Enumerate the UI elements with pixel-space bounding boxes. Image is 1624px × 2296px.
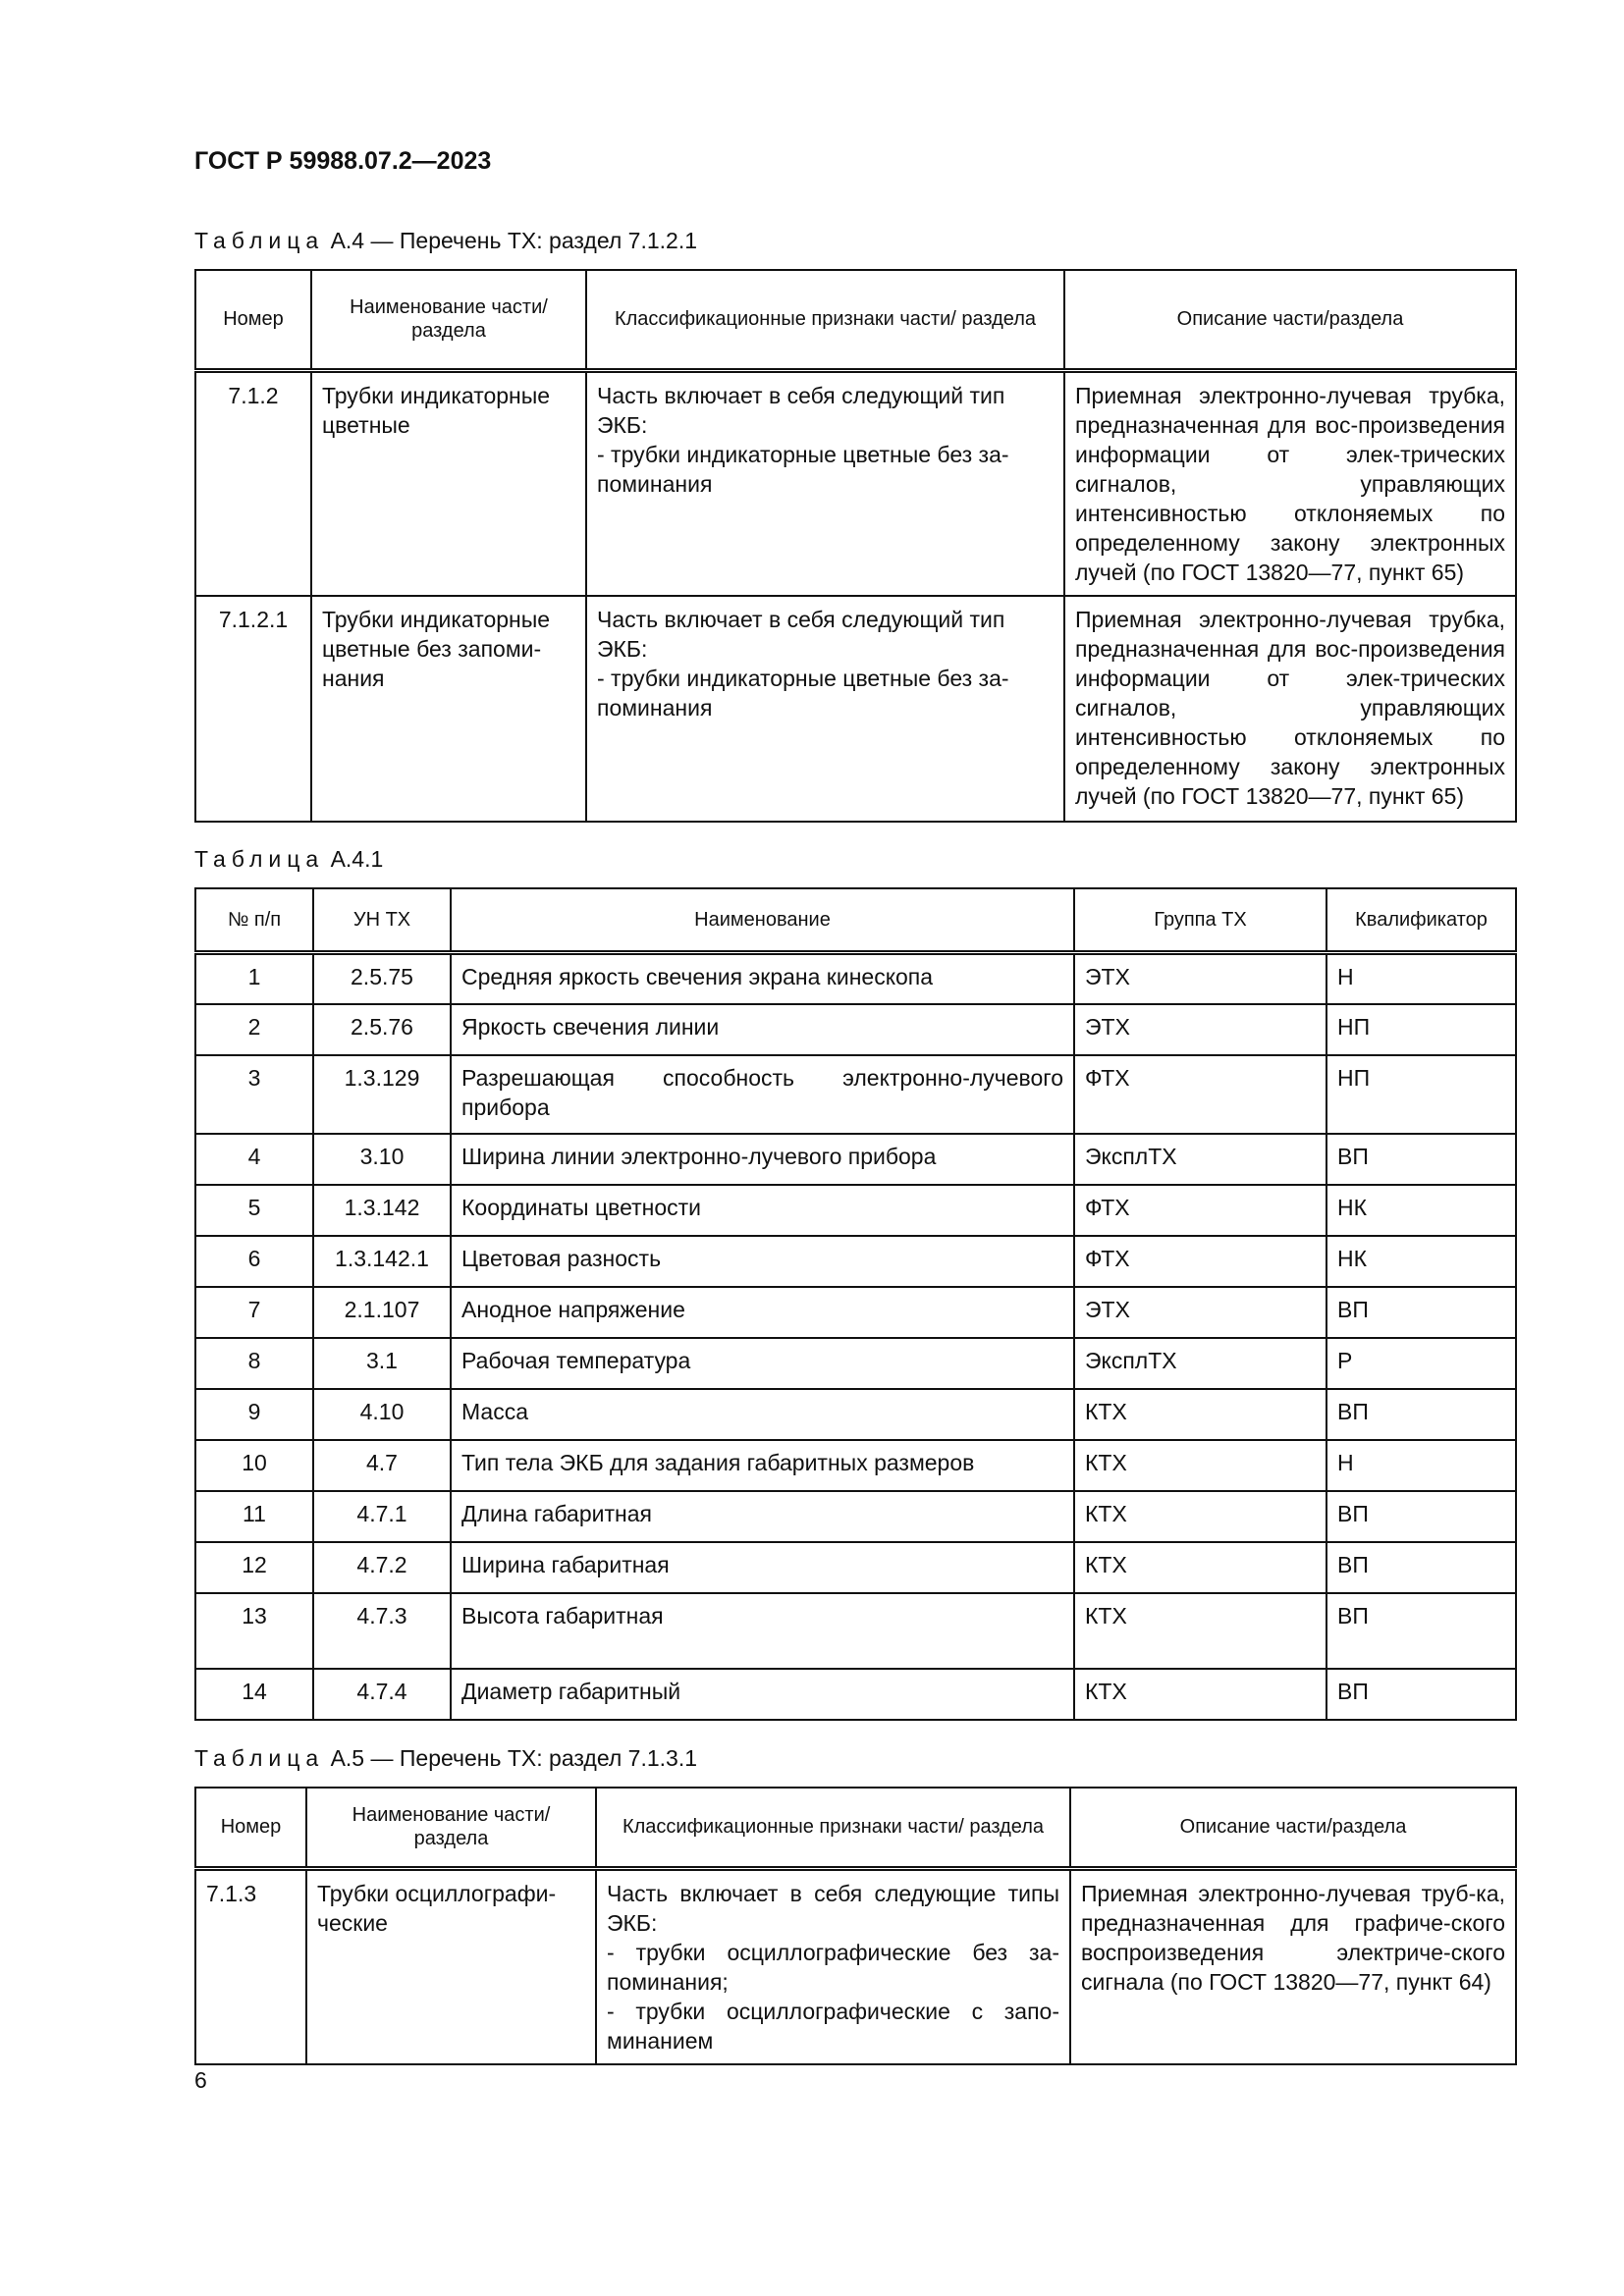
table-a5-caption: [194, 1745, 697, 1772]
cell-qualifier: НП: [1326, 1004, 1516, 1055]
cell-code: 4.7.4: [313, 1669, 451, 1720]
row-name: Трубки индикаторные цветные: [311, 370, 586, 596]
row-description: Приемная электронно-лучевая трубка, предназначенная для вос-произведения информации от элек-трических сигналов, управляющих интенсивностью отклоняемых по определенному закону электронных лучей (по ГОСТ 13820—77, пункт 65): [1064, 596, 1516, 822]
table-a4: [194, 269, 1517, 823]
cell-index: 3: [195, 1055, 313, 1134]
row-description: Приемная электронно-лучевая трубка, предназначенная для вос-произведения информации от элек-трических сигналов, управляющих интенсивностью отклоняемых по определенному закону электронных лучей (по ГОСТ 13820—77, пункт 65): [1064, 370, 1516, 596]
cell-name: Рабочая температура: [451, 1338, 1074, 1389]
cell-group: ФТХ: [1074, 1055, 1326, 1134]
cell-qualifier: НК: [1326, 1236, 1516, 1287]
cell-code: 4.7.3: [313, 1593, 451, 1669]
table-a4-caption-text: А.4 — Перечень ТХ: раздел 7.1.2.1: [330, 228, 698, 253]
row-features: Часть включает в себя следующие типы ЭКБ: - трубки осциллографические без за-поминания; - трубки осциллографические с запо-минанием: [596, 1868, 1070, 2064]
cell-name: Длина габаритная: [451, 1491, 1074, 1542]
cell-code: 4.10: [313, 1389, 451, 1440]
header-name: Наименование: [451, 888, 1074, 953]
cell-group: ЭксплТХ: [1074, 1134, 1326, 1185]
cell-qualifier: НП: [1326, 1055, 1516, 1134]
table-a5: [194, 1787, 1517, 2065]
cell-name: Тип тела ЭКБ для задания габаритных размеров: [451, 1440, 1074, 1491]
cell-name: Яркость свечения линии: [451, 1004, 1074, 1055]
cell-name: Разрешающая способность электронно-лучевого прибора: [451, 1055, 1074, 1134]
header-index: № п/п: [195, 888, 313, 953]
document-code: ГОСТ Р 59988.07.2—2023: [194, 147, 492, 175]
row-number: 7.1.2.1: [195, 596, 311, 822]
cell-group: ЭксплТХ: [1074, 1338, 1326, 1389]
cell-code: 4.7: [313, 1440, 451, 1491]
table-a4-header-number: Номер: [195, 270, 311, 370]
cell-index: 14: [195, 1669, 313, 1720]
cell-qualifier: ВП: [1326, 1593, 1516, 1669]
cell-index: 10: [195, 1440, 313, 1491]
cell-name: Масса: [451, 1389, 1074, 1440]
table-a41: [194, 887, 1517, 1721]
table-row: [195, 1134, 1516, 1185]
page-number: 6: [194, 2067, 207, 2093]
cell-code: 3.10: [313, 1134, 451, 1185]
cell-index: 8: [195, 1338, 313, 1389]
cell-code: 1.3.142.1: [313, 1236, 451, 1287]
cell-name: Цветовая разность: [451, 1236, 1074, 1287]
table-a4-header-description: Описание части/раздела: [1064, 270, 1516, 370]
cell-name: Анодное напряжение: [451, 1287, 1074, 1338]
cell-qualifier: ВП: [1326, 1491, 1516, 1542]
table-row: [195, 1389, 1516, 1440]
table-a41-caption-word: Таблица: [194, 846, 325, 872]
cell-qualifier: Н: [1326, 953, 1516, 1004]
cell-qualifier: ВП: [1326, 1542, 1516, 1593]
table-a5-header-features: Классификационные признаки части/ раздела: [596, 1788, 1070, 1868]
cell-index: 4: [195, 1134, 313, 1185]
cell-index: 13: [195, 1593, 313, 1669]
table-a4-header-row: [195, 270, 1516, 370]
table-a4-header-name: Наименование части/ раздела: [311, 270, 586, 370]
row-name: Трубки индикаторные цветные без запоми-нания: [311, 596, 586, 822]
cell-group: КТХ: [1074, 1440, 1326, 1491]
cell-code: 4.7.2: [313, 1542, 451, 1593]
row-name: Трубки осциллографи-ческие: [306, 1868, 596, 2064]
table-a4-caption: [194, 228, 697, 254]
table-row: [195, 1440, 1516, 1491]
table-row: [195, 953, 1516, 1004]
table-a41-header-row: [195, 888, 1516, 953]
cell-index: 9: [195, 1389, 313, 1440]
cell-code: 1.3.129: [313, 1055, 451, 1134]
table-row: [195, 1669, 1516, 1720]
cell-group: КТХ: [1074, 1491, 1326, 1542]
row-number: 7.1.3: [195, 1868, 306, 2064]
cell-qualifier: ВП: [1326, 1389, 1516, 1440]
table-row: [195, 1338, 1516, 1389]
row-features: Часть включает в себя следующий тип ЭКБ: - трубки индикаторные цветные без за-поминания: [586, 596, 1064, 822]
table-a5-header-row: [195, 1788, 1516, 1868]
cell-name: Диаметр габаритный: [451, 1669, 1074, 1720]
cell-group: ФТХ: [1074, 1185, 1326, 1236]
header-group: Группа ТХ: [1074, 888, 1326, 953]
cell-index: 6: [195, 1236, 313, 1287]
cell-name: Средняя яркость свечения экрана кинескопа: [451, 953, 1074, 1004]
table-a41-caption-text: А.4.1: [330, 846, 384, 872]
cell-name: Координаты цветности: [451, 1185, 1074, 1236]
cell-qualifier: ВП: [1326, 1134, 1516, 1185]
cell-index: 1: [195, 953, 313, 1004]
row-description: Приемная электронно-лучевая труб-ка, предназначенная для графиче-ского воспроизведения электриче-ского сигнала (по ГОСТ 13820—77, пункт 64): [1070, 1868, 1516, 2064]
table-a5-header-number: Номер: [195, 1788, 306, 1868]
table-row: [195, 1868, 1516, 2064]
header-qualifier: Квалификатор: [1326, 888, 1516, 953]
cell-qualifier: НК: [1326, 1185, 1516, 1236]
cell-group: КТХ: [1074, 1389, 1326, 1440]
cell-group: ЭТХ: [1074, 1004, 1326, 1055]
table-row: [195, 1185, 1516, 1236]
cell-group: КТХ: [1074, 1593, 1326, 1669]
cell-code: 1.3.142: [313, 1185, 451, 1236]
cell-qualifier: ВП: [1326, 1287, 1516, 1338]
table-a4-header-features: Классификационные признаки части/ раздела: [586, 270, 1064, 370]
cell-group: ФТХ: [1074, 1236, 1326, 1287]
cell-group: КТХ: [1074, 1669, 1326, 1720]
header-code: УН ТХ: [313, 888, 451, 953]
table-a5-header-name: Наименование части/ раздела: [306, 1788, 596, 1868]
row-number: 7.1.2: [195, 370, 311, 596]
table-row: [195, 1593, 1516, 1669]
cell-group: КТХ: [1074, 1542, 1326, 1593]
table-row: [195, 596, 1516, 822]
cell-qualifier: Н: [1326, 1440, 1516, 1491]
cell-index: 2: [195, 1004, 313, 1055]
cell-group: ЭТХ: [1074, 1287, 1326, 1338]
cell-qualifier: ВП: [1326, 1669, 1516, 1720]
cell-index: 11: [195, 1491, 313, 1542]
table-row: [195, 1542, 1516, 1593]
cell-name: Ширина габаритная: [451, 1542, 1074, 1593]
cell-name: Ширина линии электронно-лучевого прибора: [451, 1134, 1074, 1185]
table-row: [195, 1287, 1516, 1338]
row-features: Часть включает в себя следующий тип ЭКБ: - трубки индикаторные цветные без за-поминания: [586, 370, 1064, 596]
table-row: [195, 1004, 1516, 1055]
table-row: [195, 370, 1516, 596]
cell-code: 2.5.76: [313, 1004, 451, 1055]
table-a5-caption-word: Таблица: [194, 1745, 325, 1771]
cell-index: 5: [195, 1185, 313, 1236]
table-a4-caption-word: Таблица: [194, 228, 325, 253]
cell-index: 7: [195, 1287, 313, 1338]
table-a5-header-description: Описание части/раздела: [1070, 1788, 1516, 1868]
cell-code: 3.1: [313, 1338, 451, 1389]
cell-code: 2.5.75: [313, 953, 451, 1004]
cell-code: 2.1.107: [313, 1287, 451, 1338]
table-a5-caption-text: А.5 — Перечень ТХ: раздел 7.1.3.1: [330, 1745, 698, 1771]
table-row: [195, 1491, 1516, 1542]
table-row: [195, 1055, 1516, 1134]
table-row: [195, 1236, 1516, 1287]
cell-code: 4.7.1: [313, 1491, 451, 1542]
table-a41-caption: [194, 846, 383, 873]
cell-index: 12: [195, 1542, 313, 1593]
cell-name: Высота габаритная: [451, 1593, 1074, 1669]
cell-qualifier: Р: [1326, 1338, 1516, 1389]
cell-group: ЭТХ: [1074, 953, 1326, 1004]
